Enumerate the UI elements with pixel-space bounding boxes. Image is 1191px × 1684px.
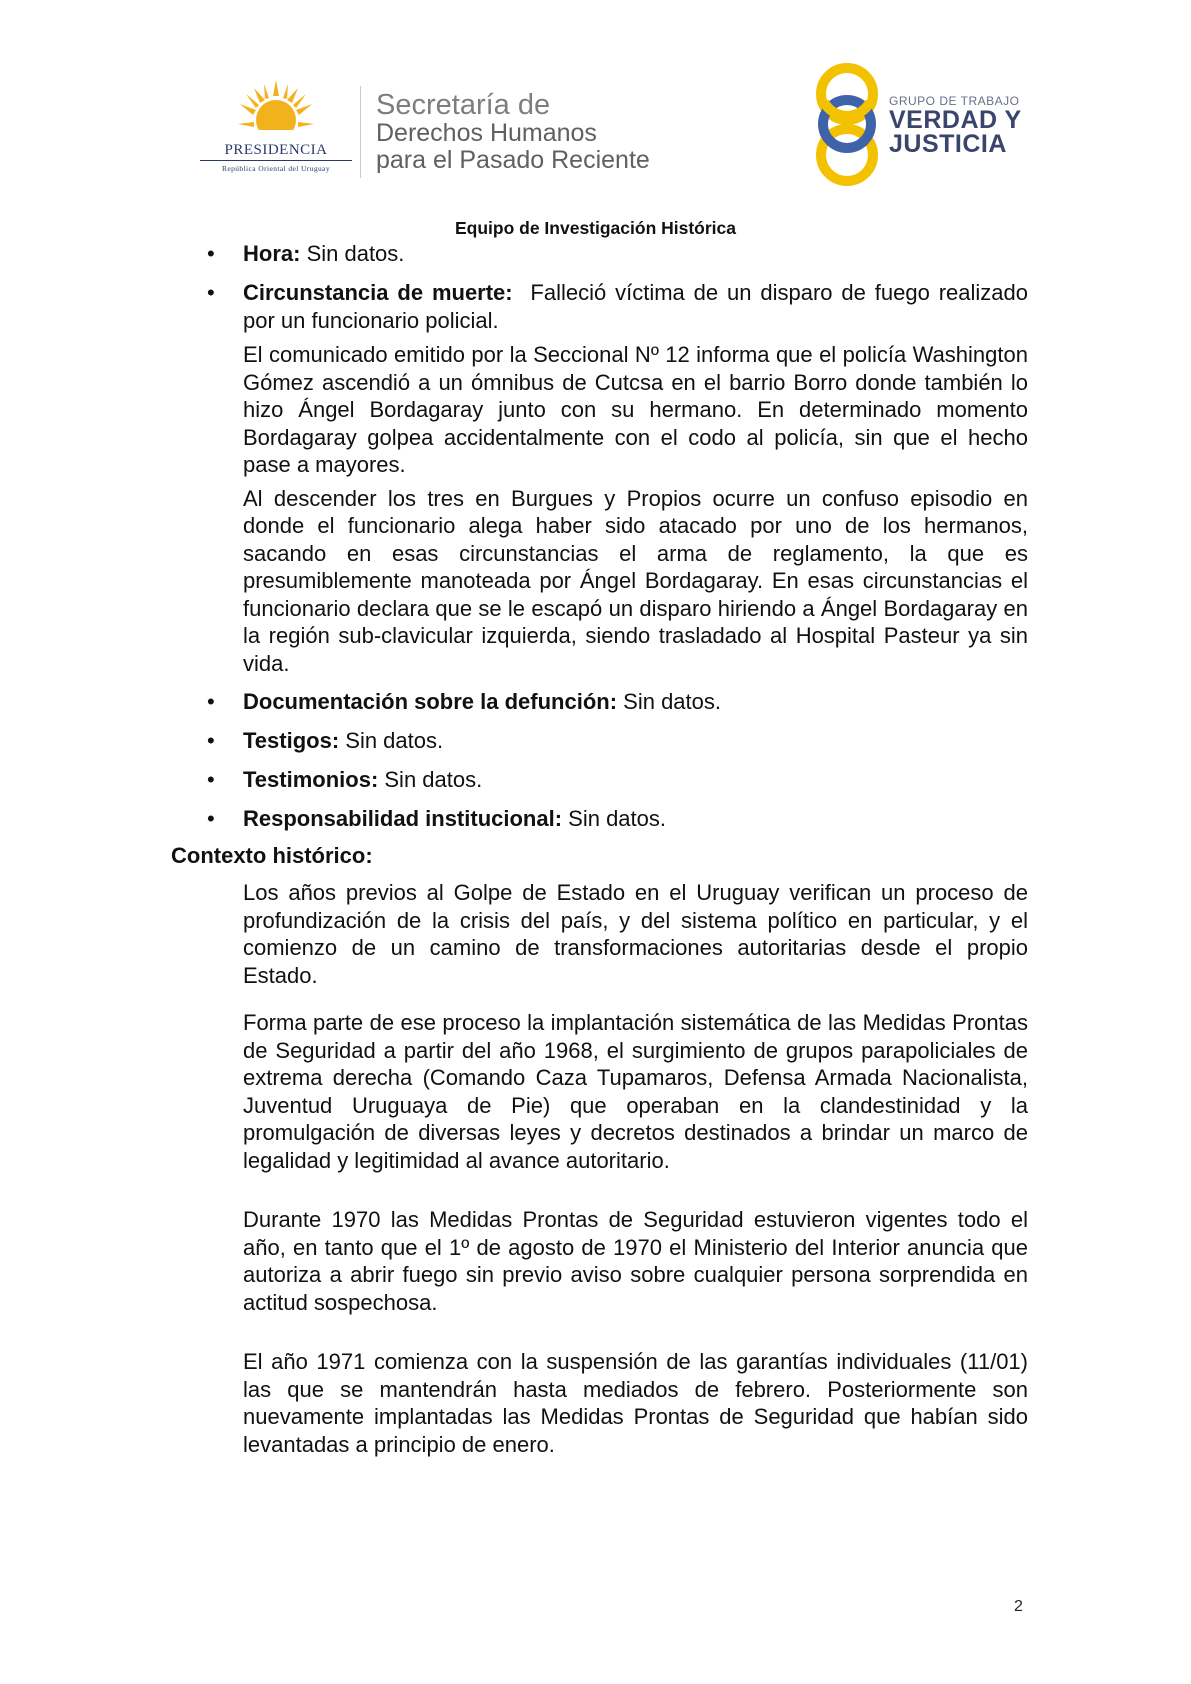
document-header: Equipo de Investigación Histórica <box>454 218 737 238</box>
interlocking-rings-logo-icon <box>812 62 882 188</box>
bullet-icon: • <box>207 280 215 305</box>
secretaria-line-1: Secretaría de <box>376 89 551 121</box>
gtvj-logo-text <box>889 94 1022 156</box>
list-item-documentacion <box>171 688 1028 716</box>
presidencia-subtitle: República Oriental del Uruguay <box>221 164 330 173</box>
item-value: Sin datos. <box>617 689 721 714</box>
list-item-hora <box>171 240 1028 268</box>
sun-logo-icon <box>238 80 314 138</box>
section-title-contexto: Contexto histórico: <box>171 843 373 868</box>
item-value: Sin datos. <box>378 767 483 792</box>
paragraph: El comunicado emitido por la Seccional Nº 12 informa que el policía Washington Gómez ascendió a un ómnibus de Cutcsa en el barrio Borro donde también lo hizo Ángel Bordagaray junto con su hermano. En determinado momento Bordagaray golpea accidentalmente con el codo al policía, sin que el hecho pase a mayores. <box>243 342 1028 477</box>
bullet-icon: • <box>207 767 215 792</box>
bullet-icon: • <box>207 241 215 266</box>
gtvj-line-3: JUSTICIA <box>889 130 1007 158</box>
bullet-icon: • <box>207 806 215 831</box>
list-item-responsabilidad <box>171 805 1028 833</box>
divider <box>360 86 361 178</box>
secretaria-line-3: para el Pasado Reciente <box>376 146 650 174</box>
bullet-icon: • <box>207 728 215 753</box>
paragraph: Durante 1970 las Medidas Prontas de Seguridad estuvieron vigentes todo el año, en tanto que el 1º de agosto de 1970 el Ministerio del Interior anuncia que autoriza a abrir fuego sin previo aviso sobre cualquier persona sorprendida en actitud sospechosa. <box>243 1207 1028 1315</box>
item-label: Testimonios: <box>243 767 379 792</box>
gtvj-line-2: VERDAD Y <box>889 106 1022 134</box>
paragraph: Los años previos al Golpe de Estado en el Uruguay verifican un proceso de profundización de la crisis del país, y del sistema político en particular, y el comienzo de un camino de transformaciones autoritarias desde el propio Estado. <box>243 880 1028 988</box>
secretaria-logo <box>376 91 650 174</box>
presidencia-logo <box>196 80 356 180</box>
paragraph: Forma parte de ese proceso la implantación sistemática de las Medidas Prontas de Seguridad a partir del año 1968, el surgimiento de grupos parapoliciales de extrema derecha (Comando Caza Tupamaros, Defensa Armada Nacionalista, Juventud Uruguaya de Pie) que operaban en la clandestinidad y la promulgación de diversas leyes y decretos destinados a brindar un marco de legalidad y legitimidad al avance autoritario. <box>243 1010 1028 1173</box>
page-number: 2 <box>1014 1598 1023 1615</box>
gtvj-line-1: GRUPO DE TRABAJO <box>889 94 1020 108</box>
item-label: Documentación sobre la defunción: <box>243 689 618 714</box>
secretaria-line-2: Derechos Humanos <box>376 119 597 147</box>
paragraph: Al descender los tres en Burgues y Propios ocurre un confuso episodio en donde el funcionario alega haber sido atacado por uno de los hermanos, sacando en esas circunstancias el arma de reglamento, la que es presumiblemente manoteada por Ángel Bordagaray. En esas circunstancias el funcionario declara que se le escapó un disparo hiriendo a Ángel Bordagaray en la región sub-clavicular izquierda, siendo trasladado al Hospital Pasteur ya sin vida. <box>243 485 1028 676</box>
list-item-testigos <box>171 727 1028 755</box>
page-header <box>0 0 1191 200</box>
presidencia-name: PRESIDENCIA <box>224 142 328 158</box>
paragraph: El año 1971 comienza con la suspensión de las garantías individuales (11/01) las que se mantendrán hasta mediados de febrero. Posteriormente son nuevamente implantadas las Medidas Prontas de Seguridad que habían sido levantadas a principio de enero. <box>243 1349 1028 1457</box>
item-label: Hora: <box>243 241 301 266</box>
list-item-circunstancia <box>171 279 1035 335</box>
item-value: Sin datos. <box>339 728 444 753</box>
document-body <box>171 240 1035 1458</box>
item-value: Sin datos. <box>562 806 666 831</box>
divider <box>200 160 352 161</box>
item-value: Falleció víctima de un disparo de fuego realizado por un funcionario policial. <box>243 280 1035 333</box>
list-item-testimonios <box>171 766 1028 794</box>
item-label: Testigos: <box>243 728 340 753</box>
item-label: Responsabilidad institucional: <box>243 806 563 831</box>
item-value: Sin datos. <box>300 241 405 266</box>
item-label: Circunstancia de muerte: <box>243 280 513 305</box>
bullet-icon: • <box>207 689 215 714</box>
